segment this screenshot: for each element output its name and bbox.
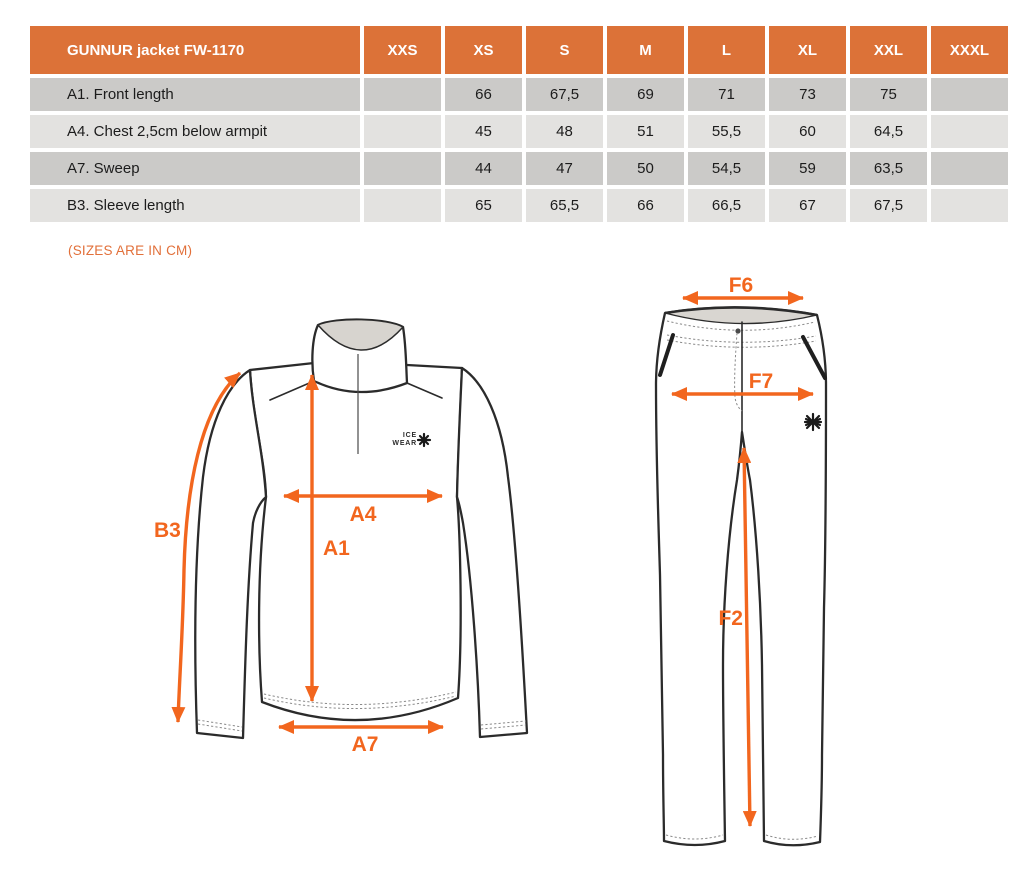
size-value-cell: 69 — [607, 78, 684, 111]
row-label: A4. Chest 2,5cm below armpit — [30, 115, 360, 148]
size-value-cell: 51 — [607, 115, 684, 148]
size-value-cell: 50 — [607, 152, 684, 185]
col-header-l: L — [688, 26, 765, 74]
size-value-cell — [931, 78, 1008, 111]
size-value-cell: 45 — [445, 115, 522, 148]
jacket-diagram — [140, 290, 540, 770]
col-header-xl: XL — [769, 26, 846, 74]
size-value-cell: 54,5 — [688, 152, 765, 185]
jacket-right-sleeve — [457, 368, 527, 737]
measure-label-a7: A7 — [351, 733, 379, 756]
pants-outline — [656, 307, 826, 845]
measure-label-a1: A1 — [323, 537, 350, 560]
measure-label-f2: F2 — [718, 607, 743, 630]
size-value-cell — [931, 189, 1008, 222]
size-value-cell: 65 — [445, 189, 522, 222]
size-value-cell: 75 — [850, 78, 927, 111]
measure-label-f6: F6 — [728, 275, 754, 297]
size-value-cell — [931, 115, 1008, 148]
size-table — [30, 26, 1008, 222]
size-value-cell: 66 — [445, 78, 522, 111]
col-header-xxxl: XXXL — [931, 26, 1008, 74]
col-header-xs: XS — [445, 26, 522, 74]
col-header-xxl: XXL — [850, 26, 927, 74]
size-value-cell — [364, 78, 441, 111]
snowflake-icon — [805, 414, 821, 430]
size-value-cell: 60 — [769, 115, 846, 148]
snowflake-icon — [418, 434, 430, 446]
pants-diagram — [640, 275, 860, 860]
size-value-cell: 63,5 — [850, 152, 927, 185]
logo-text-ice: ICE — [402, 432, 417, 439]
col-header-xxs: XXS — [364, 26, 441, 74]
jacket-body — [250, 363, 462, 720]
col-header-m: M — [607, 26, 684, 74]
size-value-cell — [364, 115, 441, 148]
size-value-cell: 67 — [769, 189, 846, 222]
size-value-cell: 66,5 — [688, 189, 765, 222]
row-label: A7. Sweep — [30, 152, 360, 185]
size-value-cell: 71 — [688, 78, 765, 111]
logo-text-wear: WEAR — [392, 440, 417, 447]
size-value-cell — [364, 189, 441, 222]
measure-arrow-f2 — [744, 448, 750, 826]
col-header-s: S — [526, 26, 603, 74]
size-value-cell — [931, 152, 1008, 185]
measure-label-f7: F7 — [748, 370, 774, 393]
size-value-cell — [364, 152, 441, 185]
sizes-note: (SIZES ARE IN CM) — [68, 243, 193, 258]
size-value-cell: 73 — [769, 78, 846, 111]
size-value-cell: 59 — [769, 152, 846, 185]
size-value-cell: 64,5 — [850, 115, 927, 148]
size-value-cell: 67,5 — [526, 78, 603, 111]
measure-label-a4: A4 — [349, 503, 377, 526]
row-label: A1. Front length — [30, 78, 360, 111]
size-value-cell: 47 — [526, 152, 603, 185]
table-title-cell: GUNNUR jacket FW-1170 — [30, 26, 360, 74]
size-value-cell: 67,5 — [850, 189, 927, 222]
size-value-cell: 55,5 — [688, 115, 765, 148]
size-value-cell: 48 — [526, 115, 603, 148]
size-value-cell: 66 — [607, 189, 684, 222]
measure-label-b3: B3 — [154, 519, 181, 542]
size-value-cell: 65,5 — [526, 189, 603, 222]
waist-button — [735, 328, 740, 333]
size-value-cell: 44 — [445, 152, 522, 185]
row-label: B3. Sleeve length — [30, 189, 360, 222]
